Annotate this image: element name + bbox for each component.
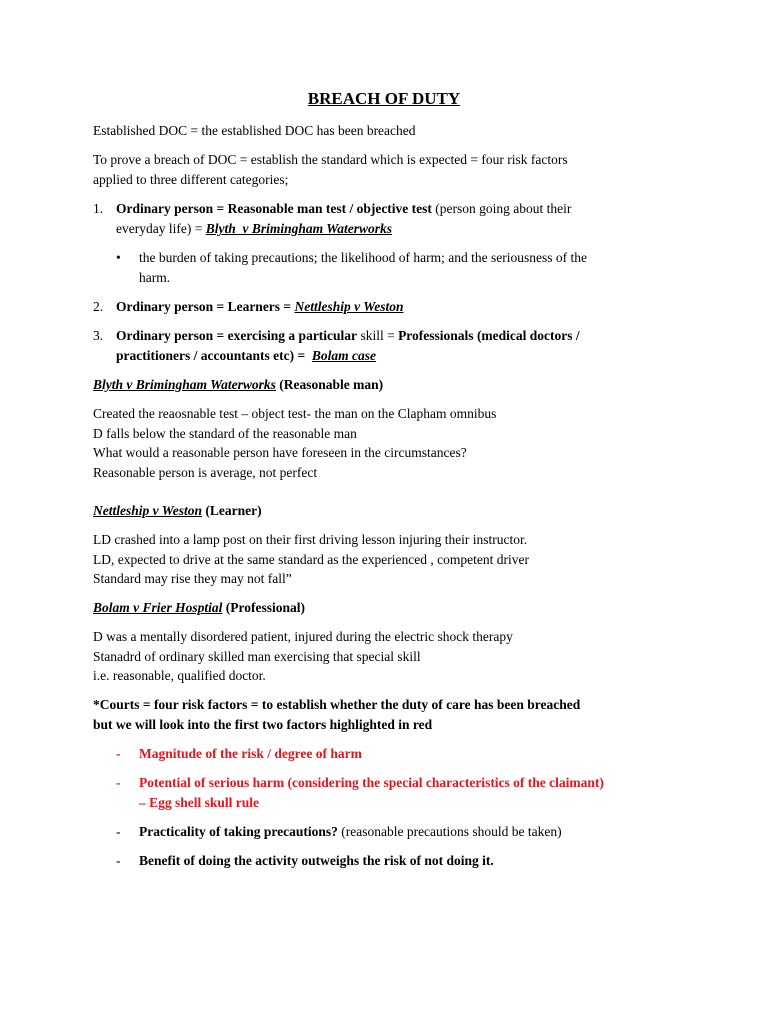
list-item-3-mid: skill = — [357, 328, 399, 343]
factor-4: Benefit of doing the activity outweighs the risk of not doing it. — [139, 853, 494, 868]
blyth-line-3: What would a reasonable person have foreseen in the circumstances? — [93, 445, 467, 460]
list-item-3-case: Bolam case — [311, 348, 377, 363]
nettleship-label: (Learner) — [202, 503, 262, 518]
blyth-line-1: Created the reaosnable test – object test- the man on the Clapham omnibus — [93, 406, 497, 421]
factor-1: Magnitude of the risk / degree of harm — [139, 746, 362, 761]
factor-2-dash: - — [116, 775, 121, 790]
nettleship-line-1: LD crashed into a lamp post on their first driving lesson injuring their instructor. — [93, 532, 528, 547]
bolam-line-3: i.e. reasonable, qualified doctor. — [93, 668, 266, 683]
intro-paragraph-1: Established DOC = the established DOC has been breached — [93, 123, 416, 138]
nettleship-line-2: LD, expected to drive at the same standard as the experienced , competent driver — [93, 552, 529, 567]
blyth-case: Blyth v Brimingham Waterworks — [93, 377, 276, 392]
blyth-label: (Reasonable man) — [275, 377, 384, 392]
blyth-line-4: Reasonable person is average, not perfect — [93, 465, 318, 480]
list-item-1-rest: (person going about their — [431, 201, 572, 216]
factor-3-bold: Practicality of taking precautions? — [139, 824, 338, 839]
bullet-line-2: harm. — [139, 270, 171, 285]
list-item-3-bold-3: practitioners / accountants etc) = — [116, 348, 312, 363]
list-item-3-line-2 — [116, 346, 676, 366]
factor-2-line-2: – Egg shell skull rule — [139, 795, 260, 810]
intro-paragraph-2-line-2: applied to three different categories; — [93, 172, 289, 187]
nettleship-heading — [93, 501, 683, 521]
page-title: BREACH OF DUTY — [307, 89, 461, 108]
bolam-line-2: Stanadrd of ordinary skilled man exercising that special skill — [93, 649, 421, 664]
blyth-line-2: D falls below the standard of the reasonable man — [93, 426, 357, 441]
list-item-1-line-1 — [116, 199, 676, 219]
nettleship-line-3: Standard may rise they may not fall” — [93, 571, 292, 586]
list-item-3-bold-1: Ordinary person = exercising a particular — [116, 328, 358, 343]
list-item-2-bold: Ordinary person = Learners = — [116, 299, 295, 314]
factor-3-dash: - — [116, 824, 121, 839]
list-item-1-line-2 — [116, 219, 676, 239]
intro-paragraph-2-line-1: To prove a breach of DOC = establish the standard which is expected = four risk factors — [93, 152, 568, 167]
nettleship-case: Nettleship v Weston — [93, 503, 203, 518]
courts-line-1: *Courts = four risk factors = to establish whether the duty of care has been breached — [93, 697, 581, 712]
list-item-2 — [116, 297, 676, 317]
bullet-icon: • — [116, 250, 121, 265]
bullet-line-1: the burden of taking precautions; the likelihood of harm; and the seriousness of the — [139, 250, 588, 265]
list-item-2-case: Nettleship v Weston — [294, 299, 404, 314]
bolam-line-1: D was a mentally disordered patient, injured during the electric shock therapy — [93, 629, 513, 644]
bolam-case: Bolam v Frier Hosptial — [93, 600, 223, 615]
blyth-heading — [93, 375, 683, 395]
courts-line-2: but we will look into the first two factors highlighted in red — [93, 717, 433, 732]
factor-3-rest: (reasonable precautions should be taken) — [337, 824, 562, 839]
list-number-2: 2. — [93, 299, 104, 314]
bolam-heading — [93, 598, 683, 618]
factor-3 — [139, 822, 684, 842]
factor-4-dash: - — [116, 853, 121, 868]
list-item-1-case: Blyth v Brimingham Waterworks — [205, 221, 392, 236]
factor-1-dash: - — [116, 746, 121, 761]
list-item-1-rest-2: everyday life) = — [116, 221, 206, 236]
list-item-3-line-1 — [116, 326, 676, 346]
factor-2-line-1: Potential of serious harm (considering the special characteristics of the claimant) — [139, 775, 604, 790]
list-number-1: 1. — [93, 201, 104, 216]
list-number-3: 3. — [93, 328, 104, 343]
bolam-label: (Professional) — [222, 600, 306, 615]
list-item-3-bold-2: Professionals (medical doctors / — [398, 328, 580, 343]
list-item-1-bold: Ordinary person = Reasonable man test / objective test — [116, 201, 432, 216]
